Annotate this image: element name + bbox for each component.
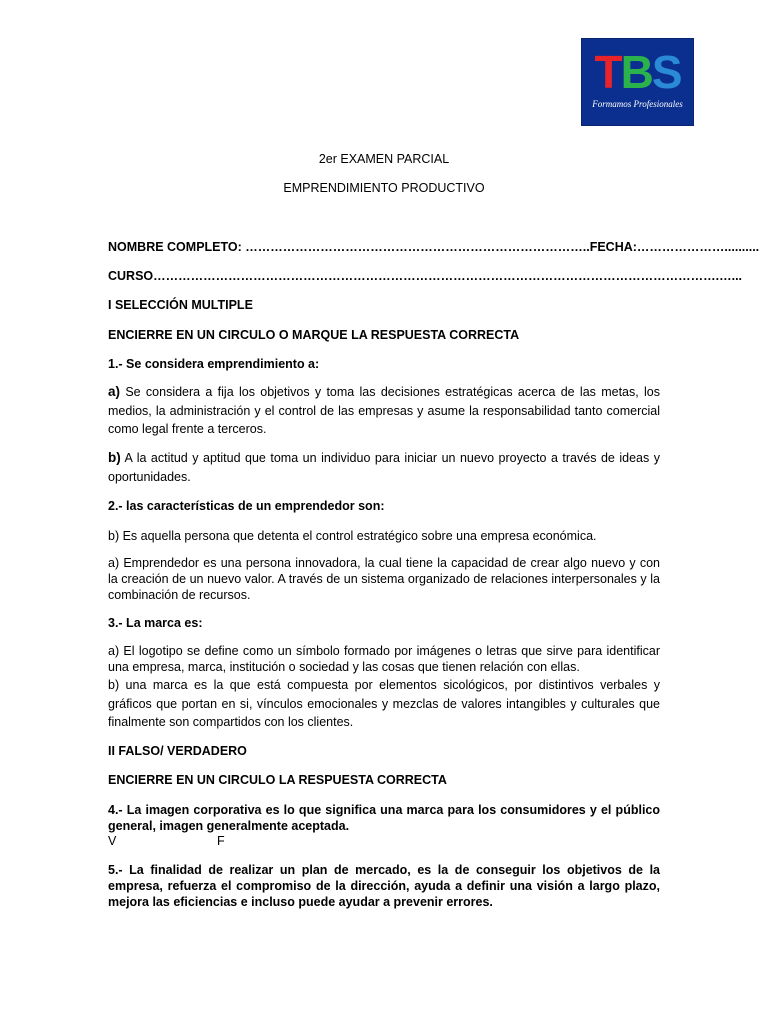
section1-title: I SELECCIÓN MULTIPLE — [108, 298, 253, 312]
logo-letters — [582, 47, 693, 97]
logo-tagline: Formamos Profesionales — [592, 99, 683, 109]
q1-option-b-label: b) — [108, 450, 121, 465]
name-date-field[interactable]: NOMBRE COMPLETO: ………………………………………………………………………..FECHA:………………….......... — [108, 240, 760, 254]
section1-instruction: ENCIERRE EN UN CIRCULO O MARQUE LA RESPUESTA CORRECTA — [108, 328, 520, 342]
q4-question: 4.- La imagen corporativa es lo que significa una marca para los consumidores y el público general, imagen generalmente aceptada. — [108, 803, 660, 833]
q3-question: 3.- La marca es: — [108, 616, 203, 630]
q3-option-b[interactable]: b) una marca es la que está compuesta por elementos sicológicos, por distintivos verbales y gráficos que portan en si, vínculos emocionales y mezclas de valores intangibles y culturales que finalmente son compartidos con los clientes. — [108, 678, 660, 729]
q4-option-v[interactable]: V — [108, 834, 117, 848]
q5-question: 5.- La finalidad de realizar un plan de mercado, es la de conseguir los objetivos de la empresa, refuerza el compromiso de la dirección, ayuda a definir una visión a largo plazo, mejora las eficiencias e incluso puede ayudar a prevenir errores. — [108, 863, 660, 909]
q1-option-a[interactable] — [108, 383, 660, 439]
q1-question: 1.- Se considera emprendimiento a: — [108, 357, 320, 371]
q4-option-f[interactable]: F — [217, 834, 225, 848]
logo-letter-t: T — [594, 46, 621, 98]
exam-title: 2er EXAMEN PARCIAL — [318, 152, 450, 166]
logo-letter-s: S — [651, 46, 681, 98]
q1-option-b[interactable] — [108, 449, 660, 486]
logo-letter-b: B — [620, 46, 652, 98]
section2-title: II FALSO/ VERDADERO — [108, 744, 247, 758]
q2-option-b[interactable]: b) Es aquella persona que detenta el control estratégico sobre una empresa económica. — [108, 529, 597, 543]
q1-option-b-text: A la actitud y aptitud que toma un individuo para iniciar un nuevo proyecto a través de ideas y oportunidades. — [108, 451, 660, 484]
tbs-logo — [581, 38, 694, 126]
course-field[interactable]: CURSO……………………………………………………………………………………………………………………….…... — [108, 269, 743, 283]
q1-option-a-text: Se considera a fija los objetivos y toma las decisiones estratégicas acerca de las metas, los medios, la administración y el control de las empresas y asume la responsabilidad tanto comercial como legal frente a terceros. — [108, 385, 660, 436]
q3-option-a[interactable]: a) El logotipo se define como un símbolo formado por imágenes o letras que sirve para identificar una empresa, marca, institución o sociedad y las cosas que tienen relación con ellas. — [108, 644, 660, 674]
section2-instruction: ENCIERRE EN UN CIRCULO LA RESPUESTA CORRECTA — [108, 773, 447, 787]
q1-option-a-label: a) — [108, 384, 121, 399]
q2-option-a[interactable]: a) Emprendedor es una persona innovadora, la cual tiene la capacidad de crear algo nuevo y con la creación de un nuevo valor. A través de un sistema organizado de relaciones interpersonales y la combinación de recursos. — [108, 556, 660, 602]
subject-title: EMPRENDIMIENTO PRODUCTIVO — [283, 181, 485, 195]
q2-question: 2.- las características de un emprendedor son: — [108, 499, 385, 513]
